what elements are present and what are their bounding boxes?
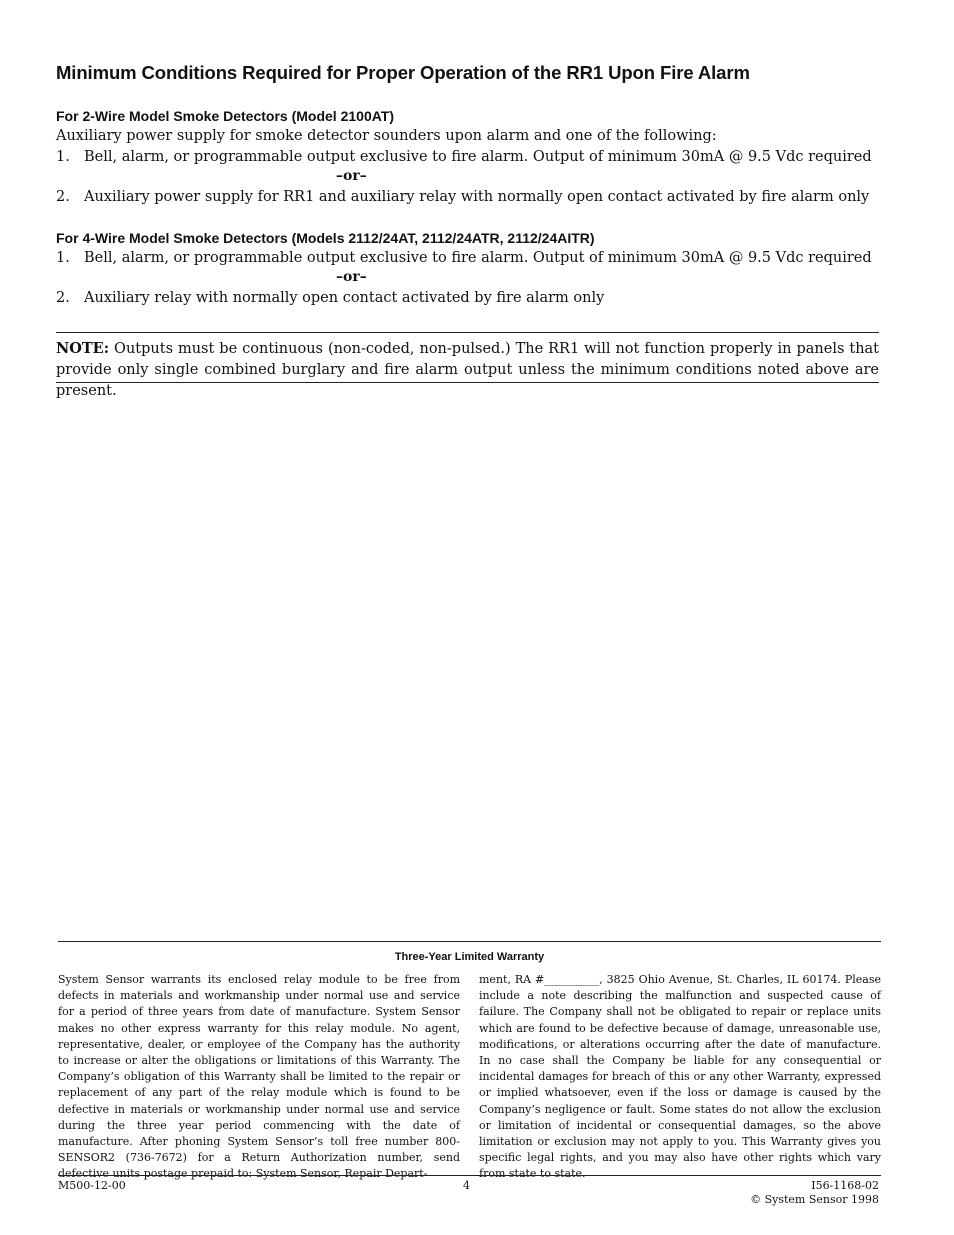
item-number: 2. [56,290,70,306]
note-bottom-rule [56,382,879,383]
warranty-column-right: ment, RA #__________, 3825 Ohio Avenue, St. Charles, IL 60174. Please include a note describing the malfunction and suspected cause of failure. The Company shall not be obligated to repair or replace units which are found to be defective because of damage, unreasonable use, modifications, or alterations occurring after the date of manufacture. In no case shall the Company be liable for any consequential or incidental damages for breach of this or any other Warranty, expressed or implied whatsoever, even if the loss or damage is caused by the Company’s negligence or fault. Some states do not allow the exclusion or limitation of incidental or consequential damages, so the above limitation or exclusion may not apply to you. This Warranty gives you specific legal rights, and you may also have other rights which vary from state to state. [479,973,881,1181]
footer-page-number: 4 [463,1179,470,1192]
item-text: Auxiliary relay with normally open contact activated by fire alarm only [84,290,605,306]
four-wire-heading: For 4-Wire Model Smoke Detectors (Models 2112/24AT, 2112/24ATR, 2112/24AITR) [56,230,595,246]
item-number: 2. [56,189,70,205]
warranty-title: Three-Year Limited Warranty [394,951,545,963]
item-text: Bell, alarm, or programmable output exclusive to fire alarm. Output of minimum 30mA @ 9.5 Vdc required [84,149,872,165]
footer-copyright: © System Sensor 1998 [750,1193,879,1206]
item-number: 1. [56,250,70,266]
or-separator: –or– [336,168,367,184]
warranty-rule [58,941,881,942]
two-wire-item-1 [56,147,872,167]
two-wire-heading: For 2-Wire Model Smoke Detectors (Model 2100AT) [56,108,395,124]
warranty-column-left: System Sensor warrants its enclosed relay module to be free from defects in materials and workmanship under normal use and service for a period of three years from date of manufacture. System Sensor makes no other express warranty for this relay module. No agent, representative, dealer, or employee of the Company has the authority to increase or alter the obligations or limitations of this Warranty. The Company’s obligation of this Warranty shall be limited to the repair or replacement of any part of the relay module which is found to be defective in materials or workmanship under normal use and service during the three year period commencing with the date of manufacture. After phoning System Sensor’s toll free number 800-SENSOR2 (736-7672) for a Return Authorization number, send defective units postage prepaid to: System Sensor, Repair Depart- [58,973,460,1181]
footer-right-block [750,1179,879,1207]
two-wire-intro: Auxiliary power supply for smoke detector sounders upon alarm and one of the following: [56,128,717,144]
two-wire-item-2 [56,187,870,207]
item-number: 1. [56,149,70,165]
note-top-rule [56,332,879,333]
note-label: NOTE: [56,340,110,357]
footer-doc-code: M500-12-00 [58,1179,126,1192]
item-text: Auxiliary power supply for RR1 and auxiliary relay with normally open contact activated by fire alarm only [84,189,870,205]
item-text: Bell, alarm, or programmable output exclusive to fire alarm. Output of minimum 30mA @ 9.5 Vdc required [84,250,872,266]
footer-rule [58,1175,881,1176]
footer-part-number: I56-1168-02 [811,1179,879,1192]
four-wire-item-2 [56,288,856,308]
four-wire-item-1 [56,248,872,268]
page-title: Minimum Conditions Required for Proper Operation of the RR1 Upon Fire Alarm [56,62,750,83]
note-text: Outputs must be continuous (non-coded, non-pulsed.) The RR1 will not function properly in panels that provide only single combined burglary and fire alarm output unless the minimum conditions noted above are present. [56,341,879,399]
note-block [56,338,879,402]
or-separator: –or– [336,269,367,285]
